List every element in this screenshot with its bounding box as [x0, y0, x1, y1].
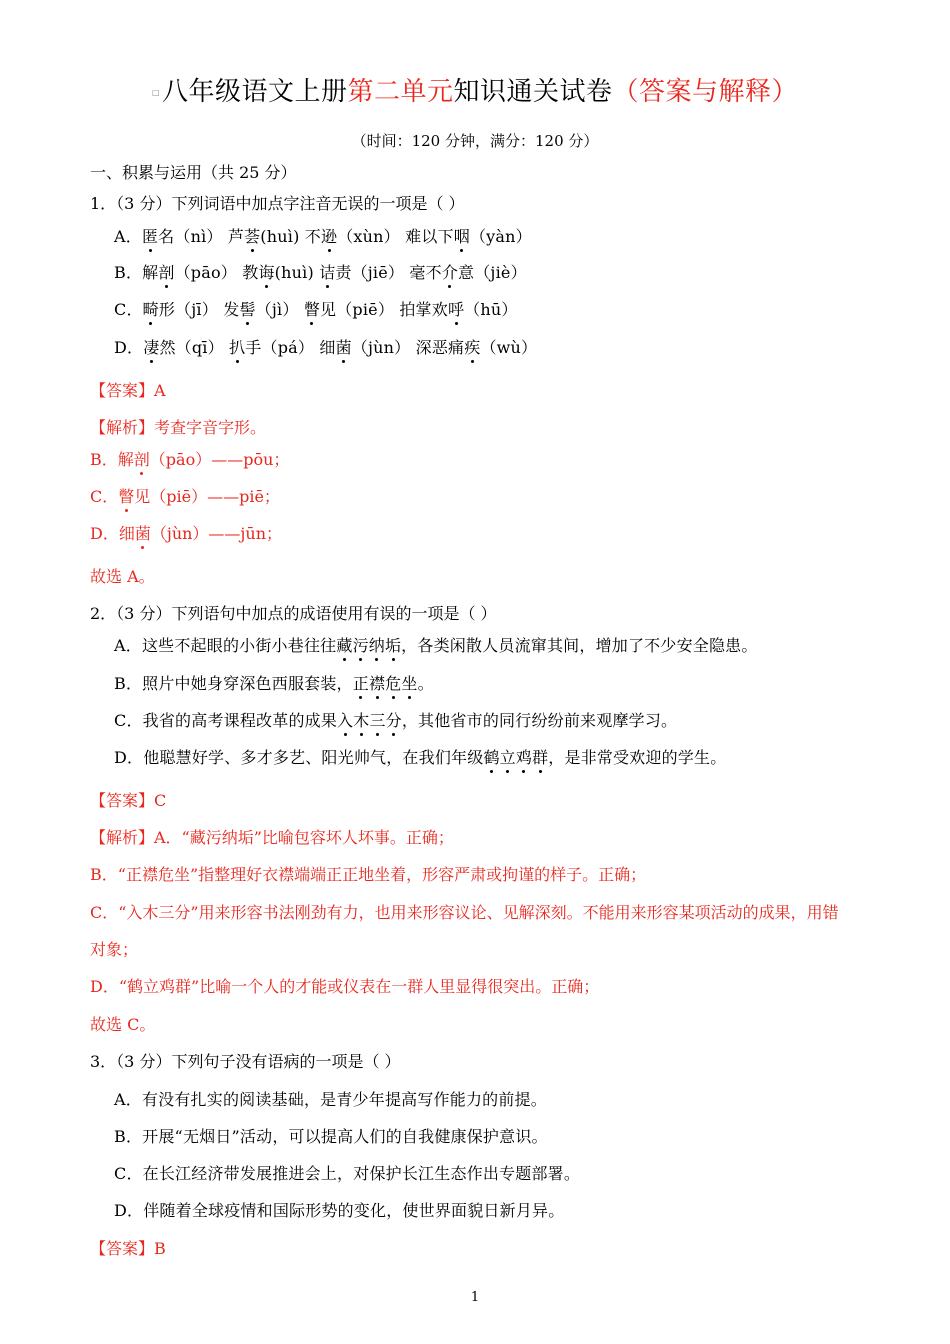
dotted-char: 三	[369, 711, 386, 730]
q2-option-d: D．他聪慧好学、多才多艺、阳光帅气，在我们年级鹤立鸡群，是非常受欢迎的学生。	[114, 748, 727, 767]
exam-info: （时间：120 分钟，满分：120 分）	[351, 132, 599, 150]
q2-option-b: B．照片中她身穿深色西服套装，正襟危坐。	[114, 674, 434, 693]
title-mark: □	[151, 88, 160, 97]
dotted-char: 立	[499, 748, 516, 767]
page-title	[0, 74, 950, 111]
dotted-char: 逊	[321, 227, 338, 246]
dotted-char: 鹤	[483, 748, 500, 767]
dotted-char: 群	[532, 748, 549, 767]
title-middle: 知识通关试卷	[453, 77, 613, 107]
dotted-char: 瞥	[118, 487, 135, 506]
q2-analysis-a: 【解析】A．“藏污纳垢”比喻包容坏人坏事。正确；	[90, 828, 454, 847]
dotted-char: 诘	[319, 263, 336, 282]
q2-stem: 2．（3 分）下列语句中加点的成语使用有误的一项是（ ）	[90, 604, 497, 623]
dotted-char: 木	[353, 711, 370, 730]
q1-stem: 1．（3 分）下列词语中加点字注音无误的一项是（ ）	[90, 194, 465, 213]
dotted-char: 分	[385, 711, 402, 730]
q3-option-b: B．开展“无烟日”活动，可以提高人们的自我健康保护意识。	[114, 1127, 548, 1146]
q3-option-a: A．有没有扎实的阅读基础，是青少年提高写作能力的前提。	[114, 1090, 547, 1109]
q1-analysis-b: B．解剖（pāo）——pōu；	[90, 450, 290, 469]
dotted-char: 纳	[368, 636, 385, 655]
q1-option-b: B．解剖（pāo） 教诲(huì) 诘责（jiē） 毫不介意（jiè）	[114, 263, 527, 282]
q2-conclusion: 故选 C。	[90, 1015, 156, 1034]
q1-conclusion: 故选 A。	[90, 567, 155, 586]
q1-analysis-c: C．瞥见（piē）——piē；	[90, 487, 280, 506]
dotted-char: 危	[385, 674, 402, 693]
dotted-char: 诲	[258, 263, 275, 282]
q1-option-d: D．凄然（qī） 扒手（pá） 细菌（jùn） 深恶痛疾（wù）	[114, 338, 538, 357]
dotted-char: 正	[352, 674, 369, 693]
q1-answer: 【答案】A	[90, 381, 166, 400]
dotted-char: 扒	[229, 338, 246, 357]
dotted-char: 髻	[239, 300, 256, 319]
dotted-char: 呼	[447, 300, 465, 319]
q1-analysis-d: D．细菌（jùn）——jūn；	[90, 524, 283, 543]
q1-analysis-head: 【解析】考查字音字形。	[90, 418, 267, 437]
dotted-char: 鸡	[515, 748, 533, 767]
dotted-char: 瞥	[303, 300, 321, 319]
dotted-char: 畸	[142, 300, 159, 319]
q2-option-a: A．这些不起眼的小街小巷往往藏污纳垢，各类闲散人员流窜其间，增加了不少安全隐患。	[114, 636, 758, 655]
dotted-char: 剖	[133, 450, 150, 469]
title-unit: 第二单元	[347, 77, 454, 107]
q2-analysis-d: D．“鹤立鸡群”比喻一个人的才能或仪表在一群人里显得很突出。正确；	[90, 977, 600, 996]
q2-answer: 【答案】C	[90, 791, 167, 810]
dotted-char: 剖	[158, 263, 175, 282]
dotted-char: 匿	[141, 227, 159, 246]
q2-analysis-b: B．“正襟危坐”指整理好衣襟端端正正地坐着，形容严肃或拘谨的样子。正确；	[90, 865, 647, 884]
q1-option-a: A．匿名（nì） 芦荟(huì) 不逊（xùn） 难以下咽（yàn）	[114, 227, 532, 246]
q2-analysis-c-cont: 对象；	[90, 940, 139, 959]
dotted-char: 疾	[464, 338, 481, 357]
dotted-char: 入	[337, 711, 354, 730]
q3-option-c: C．在长江经济带发展推进会上，对保护长江生态作出专题部署。	[114, 1164, 581, 1183]
dotted-char: 凄	[143, 338, 160, 357]
dotted-char: 坐	[401, 674, 418, 693]
dotted-char: 襟	[368, 674, 386, 693]
section-heading: 一、积累与运用（共 25 分）	[90, 163, 297, 182]
dotted-char: 介	[441, 263, 459, 282]
q3-stem: 3．（3 分）下列句子没有语病的一项是（ ）	[90, 1052, 401, 1071]
title-suffix: （答案与解释）	[612, 77, 799, 107]
q1-option-c: C．畸形（jī） 发髻（jì） 瞥见（piē） 拍掌欢呼（hū）	[114, 300, 518, 319]
dotted-char: 菌	[335, 338, 352, 357]
dotted-char: 菌	[134, 524, 151, 543]
page-number: 1	[470, 1290, 480, 1305]
dotted-char: 藏	[336, 636, 353, 655]
title-prefix: 八年级语文上册	[162, 77, 348, 107]
q3-option-d: D．伴随着全球疫情和国际形势的变化，使世界面貌日新月异。	[114, 1201, 565, 1220]
q2-analysis-c: C．“入木三分”用来形容书法刚劲有力，也用来形容议论、见解深刻。不能用来形容某项活动的成果，用错	[90, 903, 839, 922]
dotted-char: 垢	[384, 636, 402, 655]
dotted-char: 荟	[244, 227, 261, 246]
dotted-char: 咽	[453, 227, 470, 246]
dotted-char: 污	[352, 636, 369, 655]
q3-answer: 【答案】B	[90, 1239, 166, 1258]
q2-option-c: C．我省的高考课程改革的成果入木三分，其他省市的同行纷纷前来观摩学习。	[114, 711, 678, 730]
